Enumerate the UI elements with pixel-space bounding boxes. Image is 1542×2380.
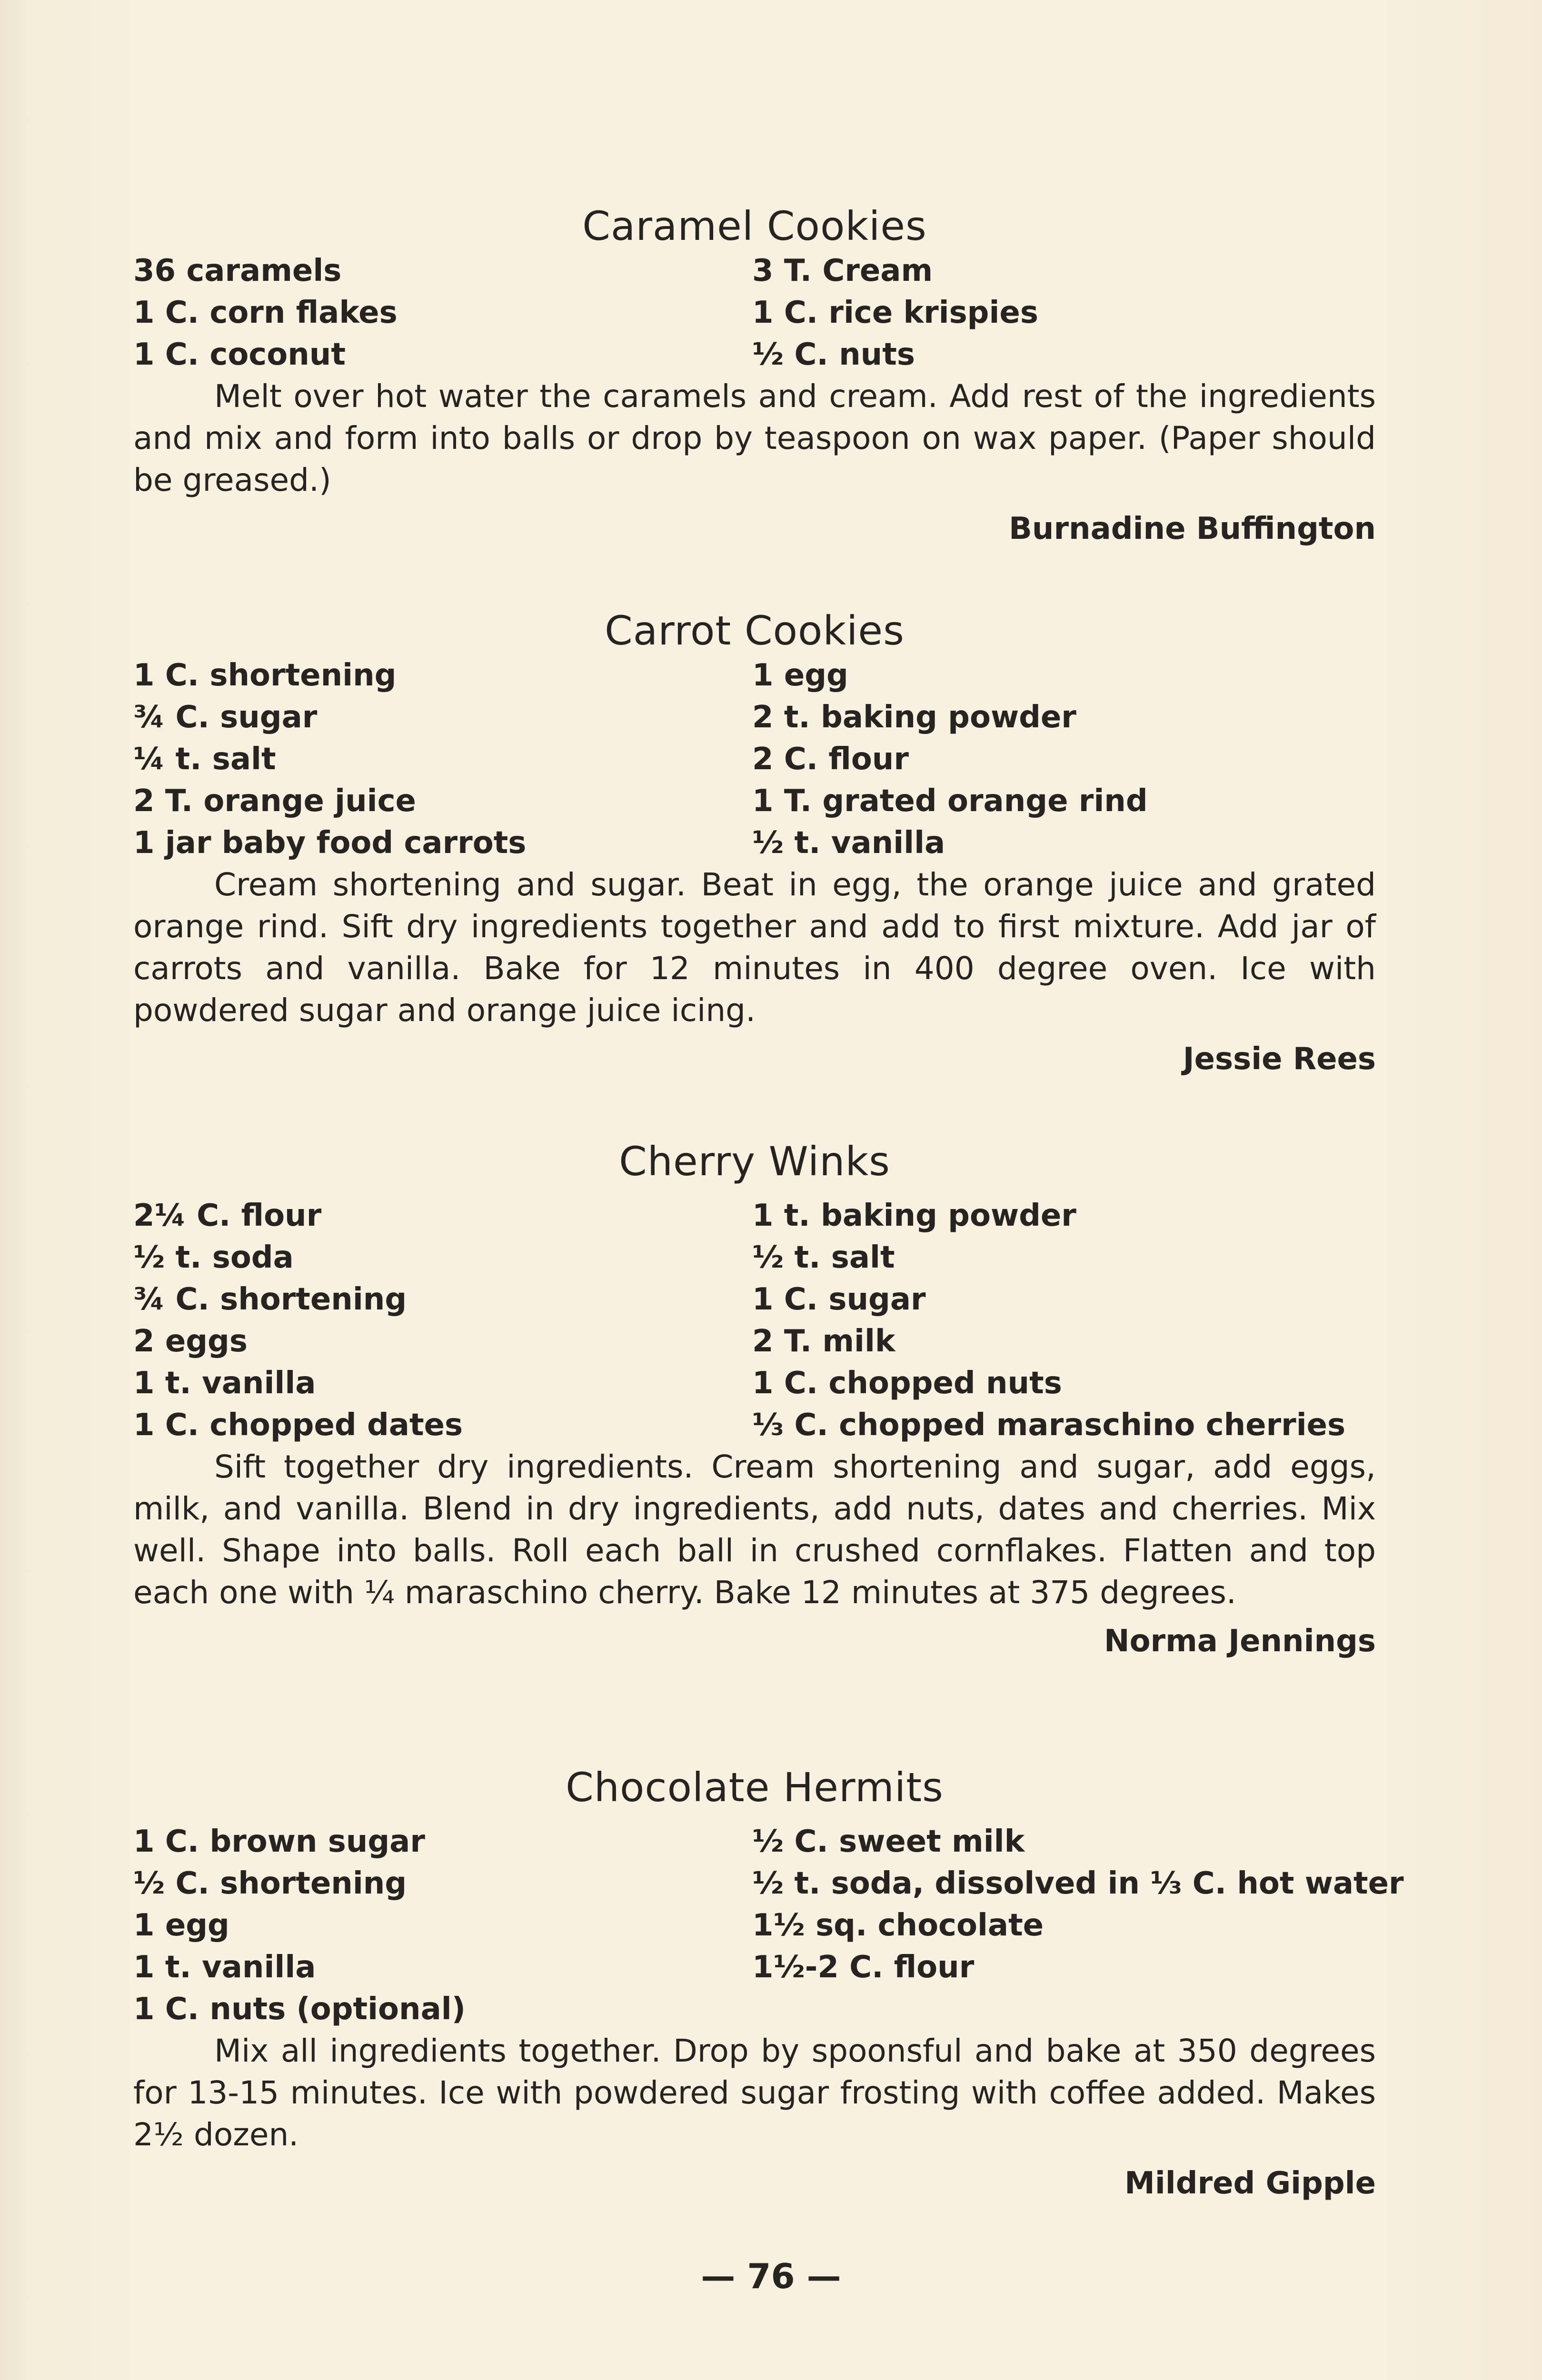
ingredient: 2 eggs (133, 1324, 248, 1359)
ingredient: ½ C. shortening (133, 1866, 407, 1901)
ingredient: 1 C. nuts (optional) (133, 1992, 466, 2027)
ingredient: 1 C. rice krispies (752, 295, 1038, 330)
ingredient: 3 T. Cream (752, 253, 933, 288)
ingredient: 2 T. milk (752, 1324, 895, 1359)
ingredient: 2 C. flour (752, 742, 909, 777)
ingredient: 1 C. brown sugar (133, 1824, 425, 1859)
ingredient: 1 C. chopped nuts (752, 1366, 1062, 1401)
ingredient: 2¼ C. flour (133, 1198, 322, 1233)
ingredient: 1 C. chopped dates (133, 1408, 463, 1443)
ingredient: ¾ C. shortening (133, 1282, 407, 1317)
recipe-chocolate-hermits (133, 1764, 1404, 2207)
ingredient: 1 C. sugar (752, 1282, 926, 1317)
ingredient: 1 t. vanilla (133, 1366, 316, 1401)
recipe-title: Chocolate Hermits (566, 1764, 944, 1811)
recipe-caramel-cookies (133, 202, 1376, 553)
recipe-carrot-cookies (133, 607, 1376, 1083)
ingredient: 1 egg (133, 1908, 229, 1943)
ingredient: ½ t. soda, dissolved in ⅓ C. hot water (752, 1866, 1404, 1901)
ingredient: ¾ C. sugar (133, 700, 318, 735)
recipe-cherry-winks (133, 1138, 1376, 1665)
ingredient: 2 T. orange juice (133, 783, 416, 819)
ingredient: ½ C. nuts (752, 337, 915, 372)
ingredient (752, 1988, 1376, 2030)
ingredient: ⅓ C. chopped maraschino cherries (752, 1408, 1346, 1443)
ingredient-list (133, 1821, 1404, 2030)
recipe-title: Caramel Cookies (582, 203, 927, 249)
ingredient: 1 T. grated orange rind (752, 783, 1148, 819)
recipe-method: Melt over hot water the caramels and cream. Add rest of the ingredients and mix and form into balls or drop by teaspoon on wax paper. (Paper should be greased.) (133, 378, 1376, 498)
ingredient: 1 jar baby food carrots (133, 825, 527, 861)
ingredient: 1 t. baking powder (752, 1198, 1076, 1233)
ingredient: 1½ sq. chocolate (752, 1908, 1044, 1943)
ingredient: ½ t. vanilla (752, 825, 945, 861)
recipe-author: Jessie Rees (1183, 1041, 1376, 1077)
ingredient: 1½-2 C. flour (752, 1950, 975, 1985)
recipe-author: Burnadine Buffington (1009, 511, 1376, 546)
ingredient: 1 egg (752, 658, 848, 693)
ingredient: 2 t. baking powder (752, 700, 1076, 735)
ingredient-list (133, 1195, 1376, 1446)
recipe-title: Cherry Winks (619, 1138, 890, 1185)
ingredient: ½ t. salt (752, 1240, 895, 1275)
recipe-author: Norma Jennings (1104, 1624, 1376, 1659)
ingredient: 1 C. coconut (133, 337, 346, 372)
ingredient: ½ t. soda (133, 1240, 294, 1275)
page-number: — 76 — (701, 2256, 841, 2296)
recipe-author: Mildred Gipple (1124, 2166, 1376, 2201)
ingredient: ½ C. sweet milk (752, 1824, 1025, 1859)
recipe-method: Mix all ingredients together. Drop by spoonsful and bake at 350 degrees for 13-15 minutes. Ice with powdered sugar frosting with coffee added. Makes 2½ dozen. (133, 2033, 1376, 2153)
recipe-title: Carrot Cookies (605, 607, 905, 654)
ingredient: 1 C. corn flakes (133, 295, 398, 330)
ingredient-list (133, 654, 1376, 864)
recipe-method: Cream shortening and sugar. Beat in egg, the orange juice and grated orange rind. Sift dry ingredients together and add to first mixture. Add jar of carrots and vanilla. Bake for 12 minutes in 400 degree oven. Ice with powdered sugar and orange juice icing. (133, 866, 1376, 1029)
ingredient: 36 caramels (133, 253, 342, 288)
ingredient: ¼ t. salt (133, 742, 276, 777)
ingredient: 1 C. shortening (133, 658, 397, 693)
ingredient-list (133, 250, 1376, 376)
ingredient: 1 t. vanilla (133, 1950, 316, 1985)
recipe-method: Sift together dry ingredients. Cream shortening and sugar, add eggs, milk, and vanilla. Blend in dry ingredients, add nuts, dates and cherries. Mix well. Shape into balls. Roll each ball in crushed cornflakes. Flatten and top each one with ¼ maraschino cherry. Bake 12 minutes at 375 degrees. (133, 1448, 1376, 1611)
